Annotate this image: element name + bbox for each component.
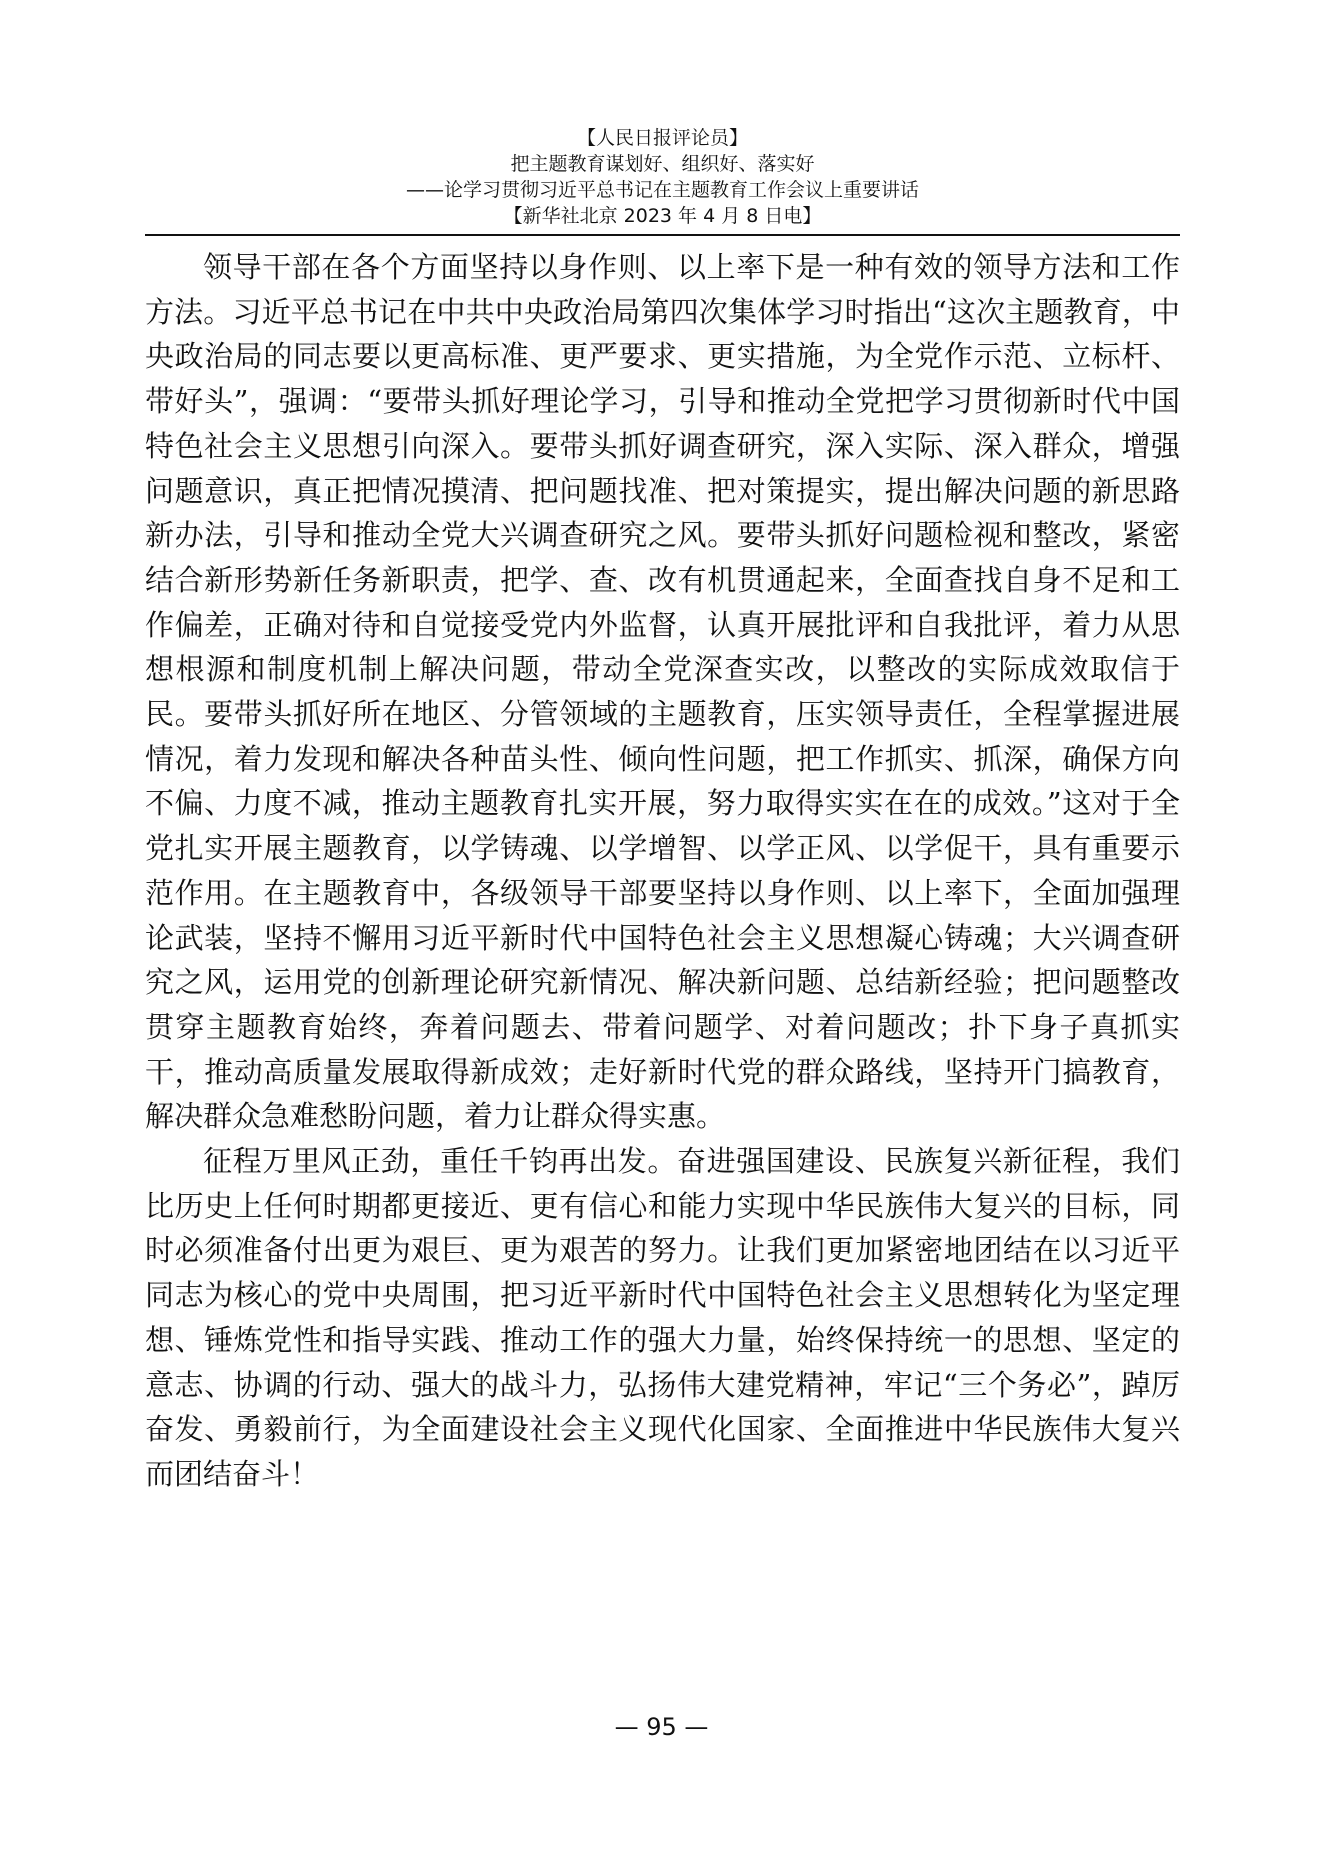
source-label: 【人民日报评论员】 xyxy=(576,127,748,149)
article-subtitle: ——论学习贯彻习近平总书记在主题教育工作会议上重要讲话 xyxy=(405,179,919,201)
header-divider xyxy=(145,234,1180,236)
dateline: 【新华社北京 2023 年 4 月 8 日电】 xyxy=(503,205,822,227)
page-number: — 95 — xyxy=(614,1713,709,1741)
article-body xyxy=(145,245,1180,1497)
article-title: 把主题教育谋划好、组织好、落实好 xyxy=(510,153,815,175)
article-header xyxy=(145,125,1180,229)
paragraph: 领导干部在各个方面坚持以身作则、以上率下是一种有效的领导方法和工作方法。习近平总书记在中共中央政治局第四次集体学习时指出“这次主题教育，中央政治局的同志要以更高标准、更严要求、更实措施，为全党作示范、立标杆、带好头”，强调：“要带头抓好理论学习，引导和推动全党把学习贯彻新时代中国特色社会主义思想引向深入。要带头抓好调查研究，深入实际、深入群众，增强问题意识，真正把情况摸清、把问题找准、把对策提实，提出解决问题的新思路新办法，引导和推动全党大兴调查研究之风。要带头抓好问题检视和整改，紧密结合新形势新任务新职责，把学、查、改有机贯通起来，全面查找自身不足和工作偏差，正确对待和自觉接受党内外监督，认真开展批评和自我批评，着力从思想根源和制度机制上解决问题，带动全党深查实改，以整改的实际成效取信于民。要带头抓好所在地区、分管领域的主题教育，压实领导责任，全程掌握进展情况，着力发现和解决各种苗头性、倾向性问题，把工作抓实、抓深，确保方向不偏、力度不减，推动主题教育扎实开展，努力取得实实在在的成效。”这对于全党扎实开展主题教育，以学铸魂、以学增智、以学正风、以学促干，具有重要示范作用。在主题教育中，各级领导干部要坚持以身作则、以上率下，全面加强理论武装，坚持不懈用习近平新时代中国特色社会主义思想凝心铸魂；大兴调查研究之风，运用党的创新理论研究新情况、解决新问题、总结新经验；把问题整改贯穿主题教育始终，奔着问题去、带着问题学、对着问题改；扑下身子真抓实干，推动高质量发展取得新成效；走好新时代党的群众路线，坚持开门搞教育，解决群众急难愁盼问题，着力让群众得实惠。 xyxy=(145,250,1180,1134)
paragraph: 征程万里风正劲，重任千钧再出发。奋进强国建设、民族复兴新征程，我们比历史上任何时期都更接近、更有信心和能力实现中华民族伟大复兴的目标，同时必须准备付出更为艰巨、更为艰苦的努力。让我们更加紧密地团结在以习近平同志为核心的党中央周围，把习近平新时代中国特色社会主义思想转化为坚定理想、锤炼党性和指导实践、推动工作的强大力量，始终保持统一的思想、坚定的意志、协调的行动、强大的战斗力，弘扬伟大建党精神，牢记“三个务必”，踔厉奋发、勇毅前行，为全面建设社会主义现代化国家、全面推进中华民族伟大复兴而团结奋斗！ xyxy=(145,1144,1180,1491)
